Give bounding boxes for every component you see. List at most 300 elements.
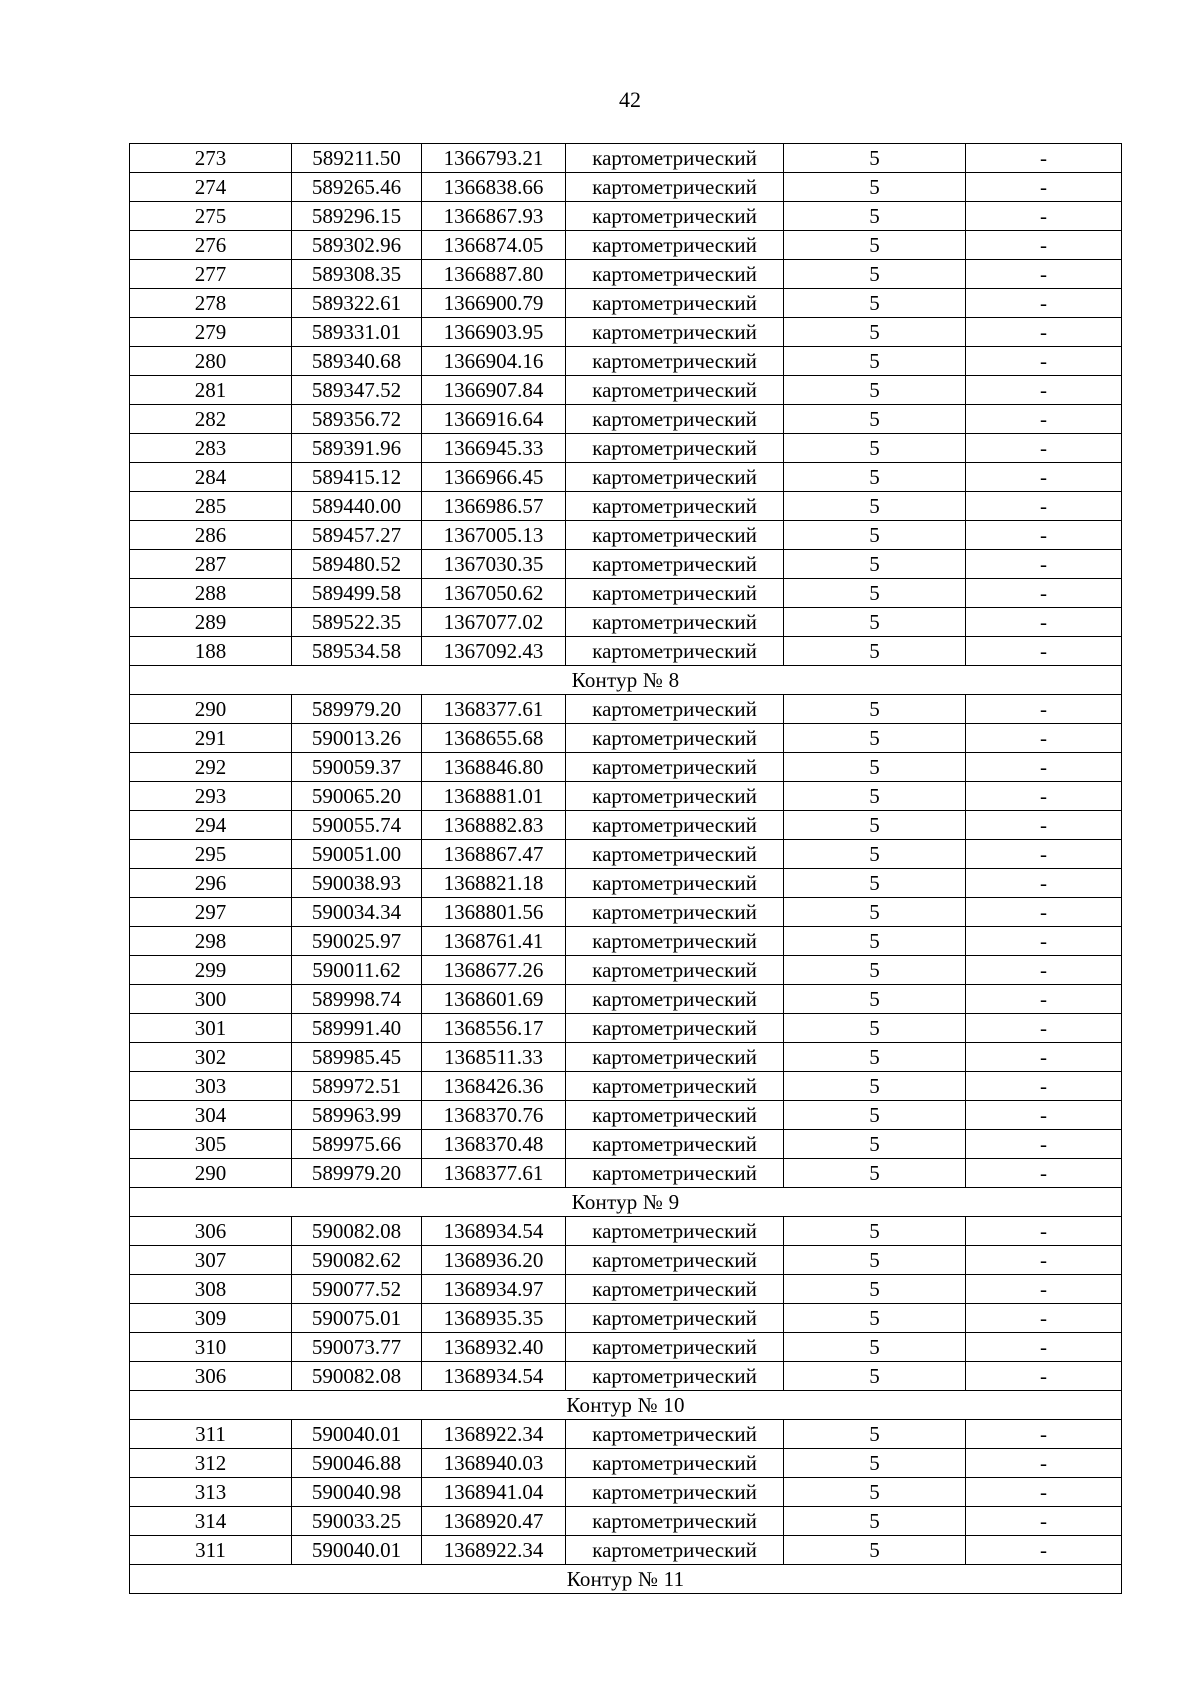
description-cell: -	[966, 260, 1122, 289]
description-cell: -	[966, 579, 1122, 608]
table-row	[130, 695, 1122, 724]
x-coordinate-cell: 590055.74	[292, 811, 422, 840]
table-row	[130, 1536, 1122, 1565]
x-coordinate-cell: 589457.27	[292, 521, 422, 550]
table-row	[130, 927, 1122, 956]
method-cell: картометрический	[566, 1217, 784, 1246]
description-cell: -	[966, 1101, 1122, 1130]
accuracy-cell: 5	[784, 1072, 966, 1101]
x-coordinate-cell: 589480.52	[292, 550, 422, 579]
contour-title: Контур № 11	[130, 1565, 1122, 1594]
table-row	[130, 347, 1122, 376]
method-cell: картометрический	[566, 579, 784, 608]
point-number-cell: 286	[130, 521, 292, 550]
accuracy-cell: 5	[784, 144, 966, 173]
accuracy-cell: 5	[784, 1304, 966, 1333]
table-row	[130, 1449, 1122, 1478]
accuracy-cell: 5	[784, 260, 966, 289]
accuracy-cell: 5	[784, 550, 966, 579]
x-coordinate-cell: 589534.58	[292, 637, 422, 666]
accuracy-cell: 5	[784, 869, 966, 898]
description-cell: -	[966, 927, 1122, 956]
x-coordinate-cell: 589499.58	[292, 579, 422, 608]
x-coordinate-cell: 590040.01	[292, 1420, 422, 1449]
accuracy-cell: 5	[784, 811, 966, 840]
table-row	[130, 1072, 1122, 1101]
point-number-cell: 310	[130, 1333, 292, 1362]
y-coordinate-cell: 1366986.57	[422, 492, 566, 521]
point-number-cell: 277	[130, 260, 292, 289]
method-cell: картометрический	[566, 695, 784, 724]
accuracy-cell: 5	[784, 753, 966, 782]
table-row	[130, 898, 1122, 927]
y-coordinate-cell: 1368377.61	[422, 1159, 566, 1188]
accuracy-cell: 5	[784, 521, 966, 550]
point-number-cell: 288	[130, 579, 292, 608]
method-cell: картометрический	[566, 927, 784, 956]
x-coordinate-cell: 590082.08	[292, 1362, 422, 1391]
description-cell: -	[966, 1478, 1122, 1507]
table-row	[130, 1507, 1122, 1536]
y-coordinate-cell: 1368922.34	[422, 1536, 566, 1565]
y-coordinate-cell: 1367077.02	[422, 608, 566, 637]
point-number-cell: 309	[130, 1304, 292, 1333]
point-number-cell: 314	[130, 1507, 292, 1536]
x-coordinate-cell: 589985.45	[292, 1043, 422, 1072]
description-cell: -	[966, 1217, 1122, 1246]
x-coordinate-cell: 590059.37	[292, 753, 422, 782]
y-coordinate-cell: 1366900.79	[422, 289, 566, 318]
x-coordinate-cell: 590046.88	[292, 1449, 422, 1478]
accuracy-cell: 5	[784, 1478, 966, 1507]
table-row	[130, 1275, 1122, 1304]
method-cell: картометрический	[566, 318, 784, 347]
x-coordinate-cell: 590040.98	[292, 1478, 422, 1507]
table-row	[130, 463, 1122, 492]
table-row	[130, 985, 1122, 1014]
method-cell: картометрический	[566, 521, 784, 550]
accuracy-cell: 5	[784, 695, 966, 724]
description-cell: -	[966, 811, 1122, 840]
y-coordinate-cell: 1366903.95	[422, 318, 566, 347]
y-coordinate-cell: 1368801.56	[422, 898, 566, 927]
description-cell: -	[966, 1333, 1122, 1362]
description-cell: -	[966, 318, 1122, 347]
x-coordinate-cell: 589975.66	[292, 1130, 422, 1159]
accuracy-cell: 5	[784, 434, 966, 463]
point-number-cell: 297	[130, 898, 292, 927]
x-coordinate-cell: 589265.46	[292, 173, 422, 202]
method-cell: картометрический	[566, 985, 784, 1014]
method-cell: картометрический	[566, 347, 784, 376]
point-number-cell: 303	[130, 1072, 292, 1101]
point-number-cell: 283	[130, 434, 292, 463]
x-coordinate-cell: 589415.12	[292, 463, 422, 492]
method-cell: картометрический	[566, 1246, 784, 1275]
x-coordinate-cell: 589963.99	[292, 1101, 422, 1130]
accuracy-cell: 5	[784, 1130, 966, 1159]
description-cell: -	[966, 347, 1122, 376]
x-coordinate-cell: 589391.96	[292, 434, 422, 463]
table-row	[130, 202, 1122, 231]
table-row	[130, 1304, 1122, 1333]
x-coordinate-cell: 590065.20	[292, 782, 422, 811]
description-cell: -	[966, 695, 1122, 724]
point-number-cell: 306	[130, 1362, 292, 1391]
table-row	[130, 231, 1122, 260]
method-cell: картометрический	[566, 1072, 784, 1101]
table-row	[130, 521, 1122, 550]
x-coordinate-cell: 589979.20	[292, 1159, 422, 1188]
point-number-cell: 282	[130, 405, 292, 434]
method-cell: картометрический	[566, 1362, 784, 1391]
y-coordinate-cell: 1368934.54	[422, 1217, 566, 1246]
description-cell: -	[966, 1014, 1122, 1043]
method-cell: картометрический	[566, 1304, 784, 1333]
accuracy-cell: 5	[784, 956, 966, 985]
method-cell: картометрический	[566, 1449, 784, 1478]
x-coordinate-cell: 589972.51	[292, 1072, 422, 1101]
point-number-cell: 296	[130, 869, 292, 898]
accuracy-cell: 5	[784, 1101, 966, 1130]
method-cell: картометрический	[566, 376, 784, 405]
accuracy-cell: 5	[784, 927, 966, 956]
x-coordinate-cell: 590073.77	[292, 1333, 422, 1362]
y-coordinate-cell: 1366838.66	[422, 173, 566, 202]
contour-header-row	[130, 1188, 1122, 1217]
table-row	[130, 492, 1122, 521]
method-cell: картометрический	[566, 1420, 784, 1449]
point-number-cell: 295	[130, 840, 292, 869]
description-cell: -	[966, 985, 1122, 1014]
y-coordinate-cell: 1366793.21	[422, 144, 566, 173]
point-number-cell: 276	[130, 231, 292, 260]
x-coordinate-cell: 589302.96	[292, 231, 422, 260]
description-cell: -	[966, 840, 1122, 869]
table-row	[130, 782, 1122, 811]
coordinates-table	[129, 143, 1122, 1594]
point-number-cell: 281	[130, 376, 292, 405]
y-coordinate-cell: 1368370.48	[422, 1130, 566, 1159]
x-coordinate-cell: 590077.52	[292, 1275, 422, 1304]
description-cell: -	[966, 608, 1122, 637]
point-number-cell: 313	[130, 1478, 292, 1507]
y-coordinate-cell: 1368920.47	[422, 1507, 566, 1536]
method-cell: картометрический	[566, 463, 784, 492]
description-cell: -	[966, 1362, 1122, 1391]
point-number-cell: 285	[130, 492, 292, 521]
method-cell: картометрический	[566, 405, 784, 434]
x-coordinate-cell: 590082.08	[292, 1217, 422, 1246]
point-number-cell: 302	[130, 1043, 292, 1072]
point-number-cell: 284	[130, 463, 292, 492]
point-number-cell: 307	[130, 1246, 292, 1275]
table-row	[130, 637, 1122, 666]
y-coordinate-cell: 1368655.68	[422, 724, 566, 753]
y-coordinate-cell: 1368936.20	[422, 1246, 566, 1275]
table-row	[130, 318, 1122, 347]
accuracy-cell: 5	[784, 898, 966, 927]
x-coordinate-cell: 589340.68	[292, 347, 422, 376]
accuracy-cell: 5	[784, 1159, 966, 1188]
point-number-cell: 291	[130, 724, 292, 753]
description-cell: -	[966, 1043, 1122, 1072]
x-coordinate-cell: 589998.74	[292, 985, 422, 1014]
method-cell: картометрический	[566, 202, 784, 231]
contour-header-row	[130, 1565, 1122, 1594]
x-coordinate-cell: 590011.62	[292, 956, 422, 985]
table-row	[130, 289, 1122, 318]
point-number-cell: 273	[130, 144, 292, 173]
y-coordinate-cell: 1368922.34	[422, 1420, 566, 1449]
table-row	[130, 840, 1122, 869]
description-cell: -	[966, 1159, 1122, 1188]
description-cell: -	[966, 521, 1122, 550]
point-number-cell: 306	[130, 1217, 292, 1246]
method-cell: картометрический	[566, 289, 784, 318]
x-coordinate-cell: 589347.52	[292, 376, 422, 405]
y-coordinate-cell: 1368511.33	[422, 1043, 566, 1072]
point-number-cell: 300	[130, 985, 292, 1014]
description-cell: -	[966, 724, 1122, 753]
method-cell: картометрический	[566, 1159, 784, 1188]
coordinates-table-body	[130, 144, 1122, 1594]
y-coordinate-cell: 1368935.35	[422, 1304, 566, 1333]
accuracy-cell: 5	[784, 579, 966, 608]
contour-title: Контур № 10	[130, 1391, 1122, 1420]
x-coordinate-cell: 590033.25	[292, 1507, 422, 1536]
table-row	[130, 144, 1122, 173]
y-coordinate-cell: 1368377.61	[422, 695, 566, 724]
description-cell: -	[966, 956, 1122, 985]
accuracy-cell: 5	[784, 840, 966, 869]
accuracy-cell: 5	[784, 1043, 966, 1072]
description-cell: -	[966, 1275, 1122, 1304]
x-coordinate-cell: 589979.20	[292, 695, 422, 724]
y-coordinate-cell: 1366867.93	[422, 202, 566, 231]
table-row	[130, 376, 1122, 405]
accuracy-cell: 5	[784, 492, 966, 521]
description-cell: -	[966, 231, 1122, 260]
table-row	[130, 1420, 1122, 1449]
description-cell: -	[966, 1449, 1122, 1478]
point-number-cell: 293	[130, 782, 292, 811]
description-cell: -	[966, 550, 1122, 579]
description-cell: -	[966, 1304, 1122, 1333]
method-cell: картометрический	[566, 492, 784, 521]
accuracy-cell: 5	[784, 231, 966, 260]
point-number-cell: 279	[130, 318, 292, 347]
accuracy-cell: 5	[784, 1507, 966, 1536]
table-row	[130, 1478, 1122, 1507]
description-cell: -	[966, 202, 1122, 231]
table-row	[130, 434, 1122, 463]
x-coordinate-cell: 590051.00	[292, 840, 422, 869]
contour-title: Контур № 9	[130, 1188, 1122, 1217]
point-number-cell: 275	[130, 202, 292, 231]
y-coordinate-cell: 1368821.18	[422, 869, 566, 898]
point-number-cell: 312	[130, 1449, 292, 1478]
x-coordinate-cell: 590025.97	[292, 927, 422, 956]
accuracy-cell: 5	[784, 1420, 966, 1449]
y-coordinate-cell: 1368934.54	[422, 1362, 566, 1391]
method-cell: картометрический	[566, 608, 784, 637]
page-number: 42	[619, 87, 641, 112]
method-cell: картометрический	[566, 260, 784, 289]
description-cell: -	[966, 144, 1122, 173]
table-row	[130, 550, 1122, 579]
description-cell: -	[966, 405, 1122, 434]
description-cell: -	[966, 1420, 1122, 1449]
x-coordinate-cell: 589211.50	[292, 144, 422, 173]
x-coordinate-cell: 589356.72	[292, 405, 422, 434]
description-cell: -	[966, 637, 1122, 666]
method-cell: картометрический	[566, 811, 784, 840]
point-number-cell: 298	[130, 927, 292, 956]
method-cell: картометрический	[566, 231, 784, 260]
table-row	[130, 260, 1122, 289]
y-coordinate-cell: 1368940.03	[422, 1449, 566, 1478]
y-coordinate-cell: 1368941.04	[422, 1478, 566, 1507]
y-coordinate-cell: 1368370.76	[422, 1101, 566, 1130]
table-row	[130, 1333, 1122, 1362]
accuracy-cell: 5	[784, 376, 966, 405]
description-cell: -	[966, 782, 1122, 811]
method-cell: картометрический	[566, 724, 784, 753]
table-row	[130, 956, 1122, 985]
accuracy-cell: 5	[784, 405, 966, 434]
accuracy-cell: 5	[784, 1014, 966, 1043]
y-coordinate-cell: 1368601.69	[422, 985, 566, 1014]
table-row	[130, 1362, 1122, 1391]
method-cell: картометрический	[566, 782, 784, 811]
accuracy-cell: 5	[784, 173, 966, 202]
method-cell: картометрический	[566, 956, 784, 985]
accuracy-cell: 5	[784, 1333, 966, 1362]
y-coordinate-cell: 1366945.33	[422, 434, 566, 463]
method-cell: картометрический	[566, 434, 784, 463]
method-cell: картометрический	[566, 1101, 784, 1130]
description-cell: -	[966, 173, 1122, 202]
description-cell: -	[966, 869, 1122, 898]
table-row	[130, 608, 1122, 637]
accuracy-cell: 5	[784, 724, 966, 753]
method-cell: картометрический	[566, 1130, 784, 1159]
x-coordinate-cell: 590075.01	[292, 1304, 422, 1333]
x-coordinate-cell: 590082.62	[292, 1246, 422, 1275]
accuracy-cell: 5	[784, 637, 966, 666]
point-number-cell: 311	[130, 1420, 292, 1449]
table-row	[130, 1101, 1122, 1130]
y-coordinate-cell: 1368932.40	[422, 1333, 566, 1362]
description-cell: -	[966, 492, 1122, 521]
accuracy-cell: 5	[784, 1362, 966, 1391]
table-row	[130, 1246, 1122, 1275]
y-coordinate-cell: 1366904.16	[422, 347, 566, 376]
y-coordinate-cell: 1366966.45	[422, 463, 566, 492]
y-coordinate-cell: 1368934.97	[422, 1275, 566, 1304]
y-coordinate-cell: 1366916.64	[422, 405, 566, 434]
description-cell: -	[966, 1246, 1122, 1275]
accuracy-cell: 5	[784, 347, 966, 376]
y-coordinate-cell: 1368426.36	[422, 1072, 566, 1101]
point-number-cell: 308	[130, 1275, 292, 1304]
y-coordinate-cell: 1368677.26	[422, 956, 566, 985]
method-cell: картометрический	[566, 753, 784, 782]
y-coordinate-cell: 1366907.84	[422, 376, 566, 405]
point-number-cell: 278	[130, 289, 292, 318]
method-cell: картометрический	[566, 1536, 784, 1565]
table-row	[130, 869, 1122, 898]
table-row	[130, 724, 1122, 753]
method-cell: картометрический	[566, 144, 784, 173]
description-cell: -	[966, 898, 1122, 927]
accuracy-cell: 5	[784, 1246, 966, 1275]
description-cell: -	[966, 376, 1122, 405]
table-row	[130, 1043, 1122, 1072]
table-row	[130, 1014, 1122, 1043]
accuracy-cell: 5	[784, 782, 966, 811]
accuracy-cell: 5	[784, 608, 966, 637]
y-coordinate-cell: 1367005.13	[422, 521, 566, 550]
accuracy-cell: 5	[784, 1275, 966, 1304]
method-cell: картометрический	[566, 898, 784, 927]
method-cell: картометрический	[566, 550, 784, 579]
y-coordinate-cell: 1367050.62	[422, 579, 566, 608]
accuracy-cell: 5	[784, 985, 966, 1014]
point-number-cell: 287	[130, 550, 292, 579]
contour-title: Контур № 8	[130, 666, 1122, 695]
contour-header-row	[130, 666, 1122, 695]
description-cell: -	[966, 434, 1122, 463]
method-cell: картометрический	[566, 1014, 784, 1043]
point-number-cell: 292	[130, 753, 292, 782]
description-cell: -	[966, 1507, 1122, 1536]
accuracy-cell: 5	[784, 463, 966, 492]
description-cell: -	[966, 463, 1122, 492]
method-cell: картометрический	[566, 1478, 784, 1507]
point-number-cell: 280	[130, 347, 292, 376]
x-coordinate-cell: 589296.15	[292, 202, 422, 231]
point-number-cell: 290	[130, 695, 292, 724]
description-cell: -	[966, 753, 1122, 782]
y-coordinate-cell: 1368761.41	[422, 927, 566, 956]
method-cell: картометрический	[566, 1507, 784, 1536]
point-number-cell: 304	[130, 1101, 292, 1130]
accuracy-cell: 5	[784, 202, 966, 231]
x-coordinate-cell: 589308.35	[292, 260, 422, 289]
method-cell: картометрический	[566, 173, 784, 202]
description-cell: -	[966, 1536, 1122, 1565]
x-coordinate-cell: 590034.34	[292, 898, 422, 927]
table-row	[130, 173, 1122, 202]
table-row	[130, 579, 1122, 608]
description-cell: -	[966, 1072, 1122, 1101]
x-coordinate-cell: 589331.01	[292, 318, 422, 347]
point-number-cell: 188	[130, 637, 292, 666]
accuracy-cell: 5	[784, 1217, 966, 1246]
point-number-cell: 289	[130, 608, 292, 637]
method-cell: картометрический	[566, 1333, 784, 1362]
table-row	[130, 1130, 1122, 1159]
y-coordinate-cell: 1366874.05	[422, 231, 566, 260]
y-coordinate-cell: 1368556.17	[422, 1014, 566, 1043]
point-number-cell: 274	[130, 173, 292, 202]
method-cell: картометрический	[566, 637, 784, 666]
table-row	[130, 811, 1122, 840]
point-number-cell: 305	[130, 1130, 292, 1159]
method-cell: картометрический	[566, 1043, 784, 1072]
